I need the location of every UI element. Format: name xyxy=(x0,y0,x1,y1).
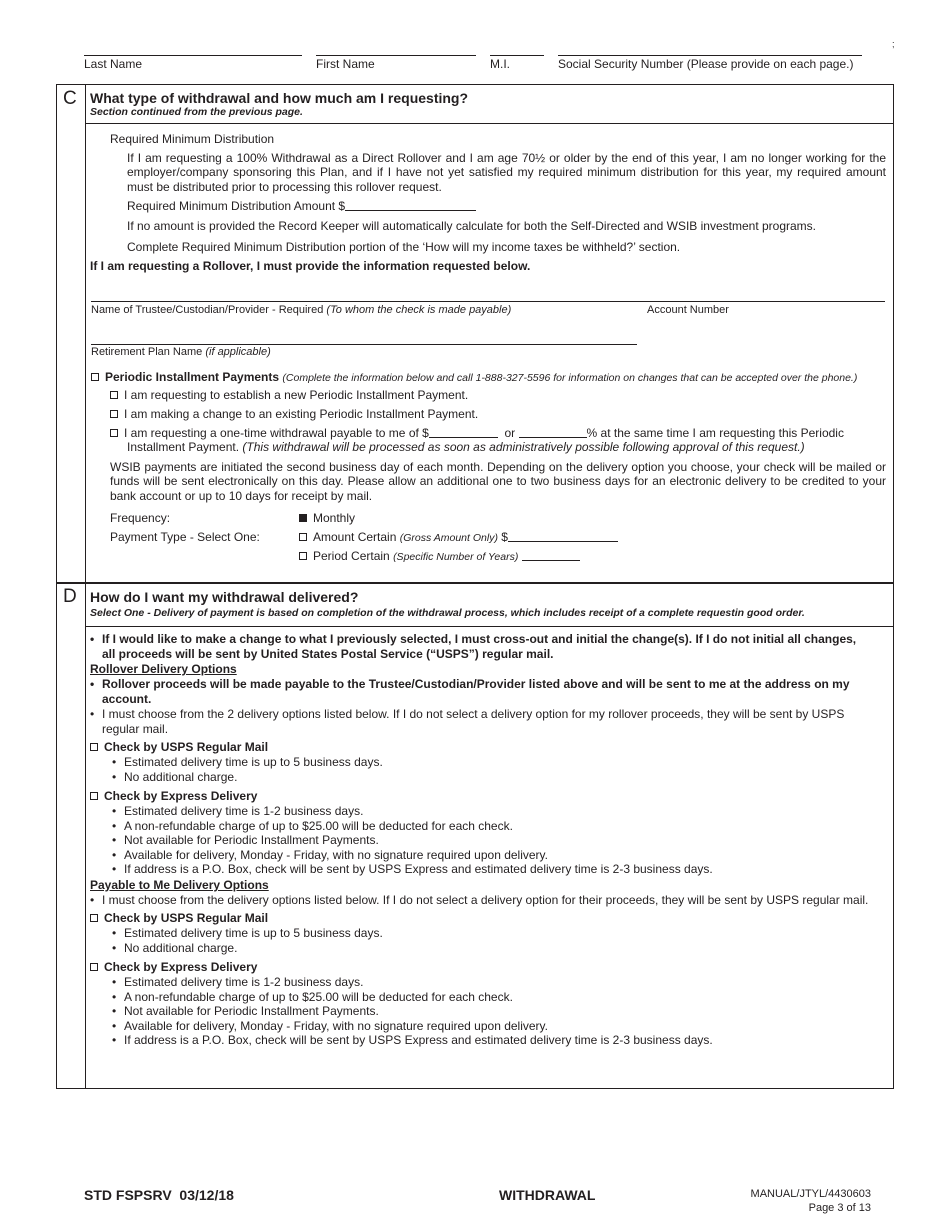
list-item: • If address is a P.O. Box, check will be sent by USPS Express and estimated delivery time is 2-3 business days. xyxy=(112,862,713,876)
change-note: • If I would like to make a change to what I previously selected, I must cross-out and initial the change(s). If I do not initial all changes, all proceeds will be sent by United States Postal Service (“USPS”) regular mail. xyxy=(90,632,857,661)
rmd-amount-row xyxy=(127,199,476,213)
list-item: • Available for delivery, Monday - Friday, with no signature required upon delivery. xyxy=(112,847,548,862)
wsib-text: WSIB payments are initiated the second business day of each month. Depending on the delivery option you choose, your check will be mailed or funds will be sent electronically on this day. Please allow an additional one to two business days for an electronic delivery to be credited to your bank account or up to 10 days for receipt by mail. xyxy=(110,460,886,503)
opt-establish-checkbox[interactable] xyxy=(110,391,118,399)
periodic-title: Periodic Installment Payments xyxy=(105,370,280,384)
section-c-subtitle: Section continued from the previous page. xyxy=(90,106,303,118)
rollover-usps-list xyxy=(112,755,383,784)
payment-type-label: Payment Type - Select One: xyxy=(110,530,260,544)
section-c-letter: C xyxy=(63,88,77,109)
rmd-amount-label: Required Minimum Distribution Amount $ xyxy=(127,199,346,213)
opt-onetime-label-b: % at the same time I am requesting this Periodic xyxy=(586,426,844,440)
list-item: • No additional charge. xyxy=(112,769,238,784)
frequency-monthly-row xyxy=(299,511,355,525)
frequency-label: Frequency: xyxy=(110,511,171,525)
opt-onetime-label-a: I am requesting a one-time withdrawal payable to me of $ xyxy=(124,426,429,440)
payable-usps-checkbox[interactable] xyxy=(90,914,98,922)
section-c-header-rule xyxy=(85,123,894,124)
rollover-heading: Rollover Delivery Options xyxy=(90,662,237,676)
last-name-field[interactable] xyxy=(84,55,302,56)
onetime-percent-field[interactable] xyxy=(519,427,587,438)
rollover-usps-title: Check by USPS Regular Mail xyxy=(104,740,269,754)
page-marker: ; xyxy=(892,39,895,49)
opt-change-label: I am making a change to an existing Periodic Installment Payment. xyxy=(124,407,479,421)
rollover-usps-option xyxy=(90,740,268,755)
section-d-divider xyxy=(85,583,86,1089)
payable-express-list xyxy=(112,975,713,1048)
periodic-checkbox[interactable] xyxy=(91,373,99,381)
trustee-label: Name of Trustee/Custodian/Provider - Required xyxy=(91,304,324,316)
list-item: • Estimated delivery time is up to 5 business days. xyxy=(112,926,383,940)
page-number: Page 3 of 13 xyxy=(808,1202,871,1214)
section-c-title: What type of withdrawal and how much am I requesting? xyxy=(90,90,469,106)
first-name-label: First Name xyxy=(316,57,375,71)
opt-onetime-note: (This withdrawal will be processed as soon as administratively possible following approval of this request.) xyxy=(242,440,805,454)
rollover-choose-line-2: regular mail. xyxy=(102,721,169,736)
plan-name-note: (if applicable) xyxy=(205,346,271,358)
period-certain-label: Period Certain xyxy=(313,549,390,563)
rollover-express-checkbox[interactable] xyxy=(90,792,98,800)
period-certain-checkbox[interactable] xyxy=(299,552,307,560)
mi-field[interactable] xyxy=(490,55,544,56)
change-note-line-2: all proceeds will be sent by United States Postal Service (“USPS”) regular mail. xyxy=(102,646,554,661)
last-name-label: Last Name xyxy=(84,57,143,71)
rollover-payable-line-2: account. xyxy=(102,691,152,706)
account-number-label: Account Number xyxy=(647,304,729,316)
rmd-heading: Required Minimum Distribution xyxy=(110,132,275,146)
section-d-subtitle: Select One - Delivery of payment is based on completion of the withdrawal process, which includes receipt of a complete requestin good order. xyxy=(90,607,805,619)
manual-code: MANUAL/JTYL/4430603 xyxy=(750,1188,871,1200)
opt-onetime-or: or xyxy=(504,426,516,440)
list-item: • If address is a P.O. Box, check will be sent by USPS Express and estimated delivery time is 2-3 business days. xyxy=(112,1033,713,1047)
section-d-header-rule xyxy=(85,626,894,627)
trustee-field[interactable] xyxy=(91,301,885,302)
opt-onetime-label-c: Installment Payment. xyxy=(127,440,240,454)
list-item: • No additional charge. xyxy=(112,940,238,955)
payable-express-checkbox[interactable] xyxy=(90,963,98,971)
mi-label: M.I. xyxy=(490,57,510,71)
trustee-label-row xyxy=(91,304,511,317)
rollover-payable-note: • Rollover proceeds will be made payable to the Trustee/Custodian/Provider listed above and will be sent to me at the address on my account. xyxy=(90,677,850,706)
amount-certain-label: Amount Certain xyxy=(313,530,397,544)
periodic-note: (Complete the information below and call 1-888-327-5596 for information on changes that can be accepted over the phone.) xyxy=(282,372,858,384)
list-item: • A non-refundable charge of up to $25.00 will be deducted for each check. xyxy=(112,818,513,833)
rollover-express-option xyxy=(90,789,257,804)
rollover-payable-line-1: Rollover proceeds will be made payable to the Trustee/Custodian/Provider listed above and will be sent to me at the address on my xyxy=(102,677,850,691)
rollover-choose-note: • I must choose from the 2 delivery options listed below. If I do not select a delivery option for my rollover proceeds, they will be sent by USPS regular mail. xyxy=(90,707,845,736)
payable-usps-title: Check by USPS Regular Mail xyxy=(104,911,269,925)
opt-establish-label: I am requesting to establish a new Periodic Installment Payment. xyxy=(124,388,469,402)
onetime-amount-field[interactable] xyxy=(429,427,498,438)
form-id: STD FSPSRV 03/12/18 xyxy=(84,1187,234,1203)
trustee-label-note: (To whom the check is made payable) xyxy=(326,304,512,316)
rmd-auto-text: If no amount is provided the Record Keeper will automatically calculate for both the Self-Directed and WSIB investment programs. xyxy=(127,219,816,233)
rollover-express-title: Check by Express Delivery xyxy=(104,789,258,803)
frequency-monthly-label: Monthly xyxy=(313,511,356,525)
payable-usps-option xyxy=(90,911,268,926)
rollover-note: If I am requesting a Rollover, I must provide the information requested below. xyxy=(90,259,531,273)
ssn-field[interactable] xyxy=(558,55,862,56)
list-item: • Estimated delivery time is up to 5 business days. xyxy=(112,755,383,769)
opt-onetime-row-2 xyxy=(127,440,805,454)
amount-certain-checkbox[interactable] xyxy=(299,533,307,541)
payable-usps-list xyxy=(112,926,383,955)
rollover-choose-line-1: I must choose from the 2 delivery options listed below. If I do not select a delivery option for my rollover proceeds, they will be sent by USPS xyxy=(102,707,845,721)
list-item: • Not available for Periodic Installment Payments. xyxy=(112,1004,379,1018)
rmd-text: If I am requesting a 100% Withdrawal as a Direct Rollover and I am age 70½ or older by the end of this year, I am no longer working for the employer/company sponsoring this Plan, and if I have not yet satisfied my required minimum distribution for this year, my required amount must be distributed prior to processing this rollover request. xyxy=(127,151,886,194)
opt-onetime-row xyxy=(110,426,886,440)
plan-name-label-row xyxy=(91,346,271,359)
change-note-line-1: If I would like to make a change to what I previously selected, I must cross-out and initial the change(s). If I do not initial all changes, xyxy=(102,632,857,646)
payable-express-title: Check by Express Delivery xyxy=(104,960,258,974)
section-d-title: How do I want my withdrawal delivered? xyxy=(90,589,359,605)
section-d-letter: D xyxy=(63,586,77,607)
opt-change-row xyxy=(110,407,478,421)
amount-certain-field[interactable] xyxy=(508,531,618,542)
plan-name-field[interactable] xyxy=(91,344,637,345)
form-name: WITHDRAWAL xyxy=(499,1187,596,1203)
opt-establish-row xyxy=(110,388,468,402)
payable-choose-note: • I must choose from the delivery options listed below. If I do not select a delivery option for their proceeds, they will be sent by USPS regular mail. xyxy=(90,893,869,907)
rollover-usps-checkbox[interactable] xyxy=(90,743,98,751)
list-item: • Estimated delivery time is 1-2 business days. xyxy=(112,975,364,989)
period-certain-field[interactable] xyxy=(522,550,580,561)
list-item: • Estimated delivery time is 1-2 business days. xyxy=(112,804,364,818)
rmd-complete-text: Complete Required Minimum Distribution portion of the ‘How will my income taxes be withheld?’ section. xyxy=(127,240,681,254)
list-item: • Available for delivery, Monday - Friday, with no signature required upon delivery. xyxy=(112,1018,548,1033)
first-name-field[interactable] xyxy=(316,55,476,56)
amount-certain-row xyxy=(299,530,618,545)
opt-change-checkbox[interactable] xyxy=(110,410,118,418)
payable-heading: Payable to Me Delivery Options xyxy=(90,878,269,892)
period-certain-note: (Specific Number of Years) xyxy=(393,551,519,563)
plan-name-label: Retirement Plan Name xyxy=(91,346,203,358)
frequency-monthly-checkbox[interactable] xyxy=(299,514,307,522)
payable-express-option xyxy=(90,960,257,975)
period-certain-row xyxy=(299,549,580,564)
ssn-label: Social Security Number (Please provide on each page.) xyxy=(558,57,854,71)
rmd-amount-field[interactable] xyxy=(345,200,476,211)
rollover-express-list xyxy=(112,804,713,877)
list-item: • Not available for Periodic Installment Payments. xyxy=(112,833,379,847)
section-c-divider xyxy=(85,84,86,583)
list-item: • A non-refundable charge of up to $25.00 will be deducted for each check. xyxy=(112,989,513,1004)
opt-onetime-checkbox[interactable] xyxy=(110,429,118,437)
periodic-row xyxy=(91,370,857,385)
amount-certain-dollar: $ xyxy=(501,530,508,544)
amount-certain-note: (Gross Amount Only) xyxy=(399,532,498,544)
